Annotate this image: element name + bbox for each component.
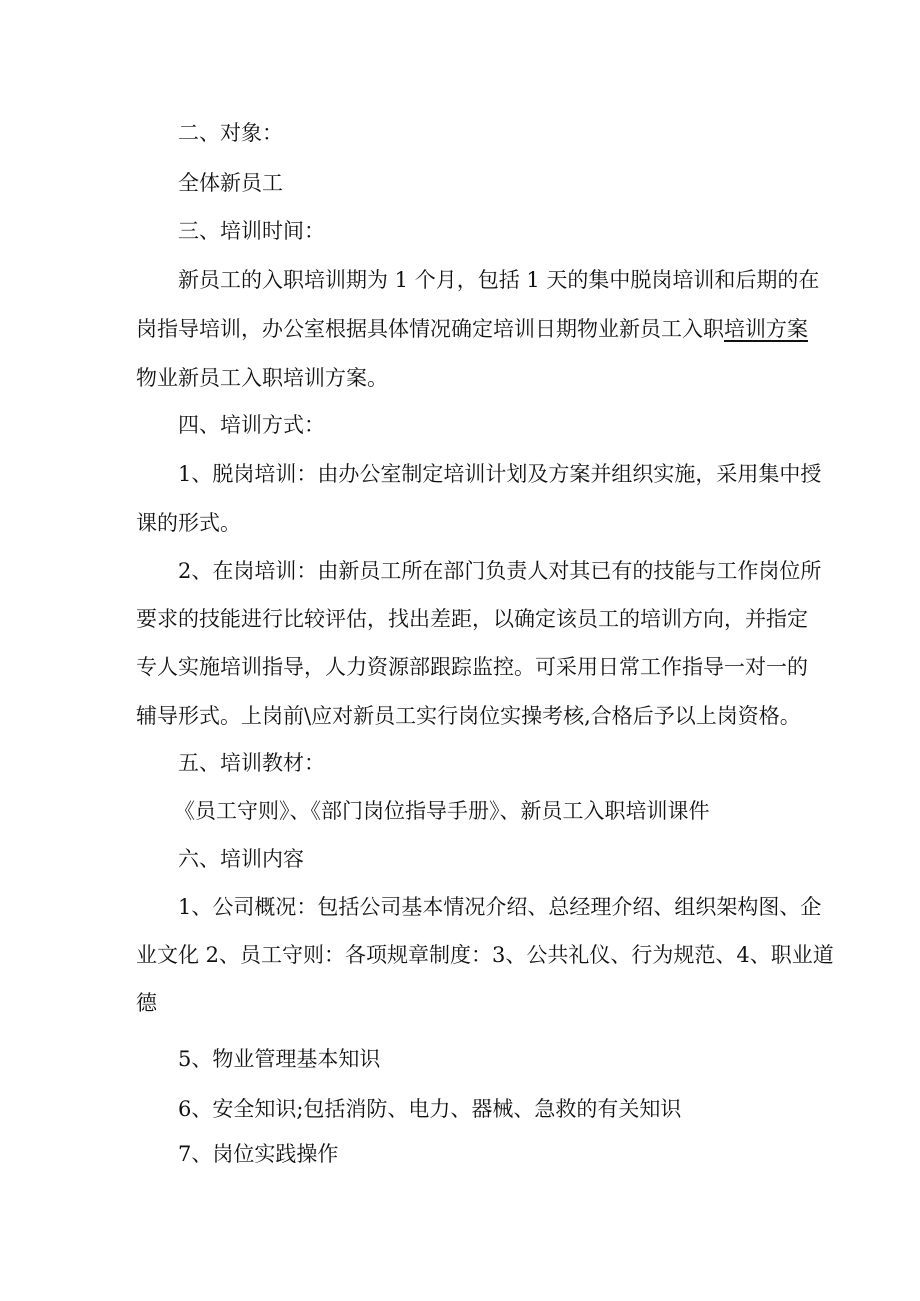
- section-heading-training-method: 四、培训方式：: [178, 413, 325, 437]
- content-item-6: 6、安全知识;包括消防、电力、器械、急救的有关知识: [178, 1097, 682, 1121]
- section-heading-target: 二、对象：: [178, 121, 283, 145]
- training-time-line-2: [136, 315, 808, 343]
- training-time-line-1: 新员工的入职培训期为 1 个月，包括 1 天的集中脱岗培训和后期的在: [178, 268, 820, 292]
- training-time-line-3: 物业新员工入职培训方案。: [136, 366, 388, 390]
- onsite-training-line-4: 辅导形式。上岗前\应对新员工实行岗位实操考核,合格后予以上岗资格。: [136, 704, 801, 728]
- content-item-7: 7、岗位实践操作: [178, 1142, 339, 1166]
- target-audience-text: 全体新员工: [178, 171, 283, 195]
- onsite-training-line-3: 专人实施培训指导，人力资源部跟踪监控。可采用日常工作指导一对一的: [136, 655, 808, 679]
- content-line-2: 业文化 2、员工守则：各项规章制度：3、公共礼仪、行为规范、4、职业道: [136, 943, 834, 967]
- section-heading-content: 六、培训内容: [178, 847, 304, 871]
- content-line-3: 德: [136, 991, 157, 1015]
- onsite-training-line-1: 2、在岗培训：由新员工所在部门负责人对其已有的技能与工作岗位所: [178, 559, 822, 583]
- content-line-1: 1、公司概况：包括公司基本情况介绍、总经理介绍、组织架构图、企: [178, 895, 822, 919]
- offsite-training-line-2: 课的形式。: [136, 511, 241, 535]
- onsite-training-line-2: 要求的技能进行比较评估，找出差距，以确定该员工的培训方向，并指定: [136, 607, 808, 631]
- section-heading-training-time: 三、培训时间：: [178, 219, 325, 243]
- content-item-5: 5、物业管理基本知识: [178, 1047, 381, 1071]
- training-plan-link[interactable]: 培训方案: [724, 317, 808, 341]
- section-heading-materials: 五、培训教材：: [178, 751, 325, 775]
- offsite-training-line-1: 1、脱岗培训：由办公室制定培训计划及方案并组织实施，采用集中授: [178, 462, 822, 486]
- training-time-line-2-text: 岗指导培训，办公室根据具体情况确定培训日期物业新员工入职: [136, 317, 724, 341]
- training-materials-text: 《员工守则》、《部门岗位指导手册》、新员工入职培训课件: [174, 799, 710, 823]
